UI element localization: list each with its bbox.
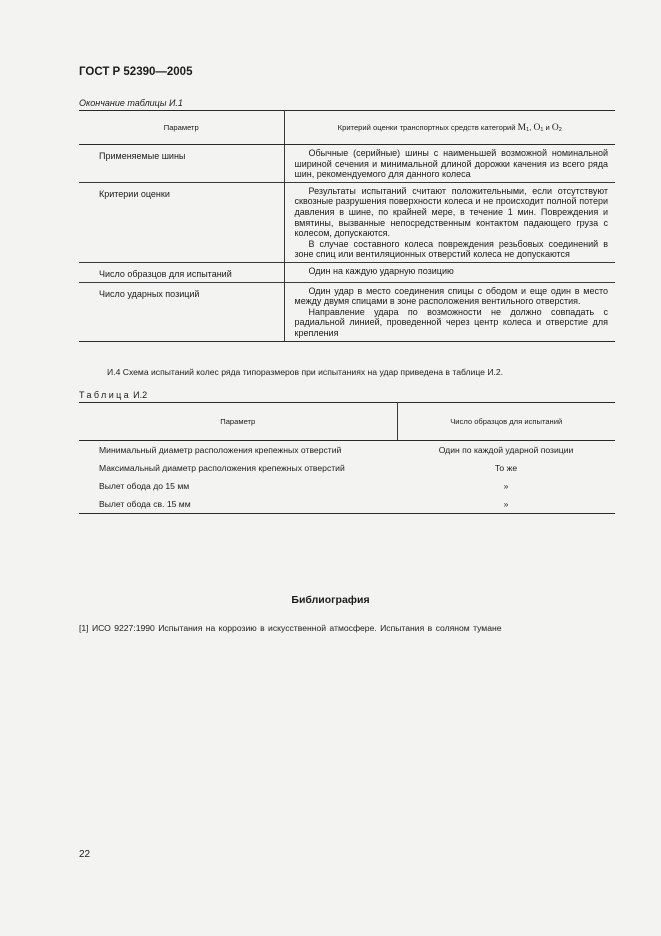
table1-col-criteria bbox=[284, 111, 615, 145]
table2-caption-word: Таблица bbox=[79, 390, 132, 400]
row-param: Вылет обода св. 15 мм bbox=[79, 495, 397, 514]
table-row bbox=[79, 282, 615, 341]
category-m-sub: 1 bbox=[526, 126, 530, 133]
row-criteria bbox=[284, 182, 615, 262]
row-param: Минимальный диаметр расположения крепежных отверстий bbox=[99, 445, 342, 455]
row-criteria bbox=[284, 145, 615, 183]
category-o2-sub: 2 bbox=[558, 126, 562, 133]
row-criteria-paragraph: Один на каждую ударную позицию bbox=[308, 265, 454, 276]
page-number: 22 bbox=[79, 849, 91, 860]
category-o1-sub: 1 bbox=[540, 126, 544, 133]
row-criteria-paragraph: Результаты испытаний считают положительными, если отсутствуют сквозные разрушения поверхности колеса и не происходит полной потери давления в шине, по крайней мере, в течение 1 мин. Повреждения и вмятины, вызванные непосредственным контактом падающего груза с колесом, допускаются. bbox=[294, 185, 608, 239]
category-o1: O bbox=[533, 122, 541, 133]
bibliography-entry: [1] ИСО 9227:1990 Испытания на коррозию в искусственной атмосфере. Испытания в соляном тумане bbox=[79, 623, 502, 633]
category-o2: O bbox=[551, 122, 559, 133]
table-row bbox=[79, 459, 615, 477]
table2-caption bbox=[79, 390, 147, 400]
table1-col-criteria-text: Критерий оценки транспортных средств категорий bbox=[337, 122, 516, 132]
table-row bbox=[79, 182, 615, 262]
row-criteria-paragraph: Один удар в место соединения спицы с ободом и еще один в место между двумя спицами в зоне расположения вентильного отверстия. bbox=[294, 285, 608, 307]
row-param: Максимальный диаметр расположения крепежных отверстий bbox=[99, 463, 345, 473]
category-m: M bbox=[517, 122, 527, 133]
row-criteria bbox=[284, 282, 615, 341]
table1-col-param: Параметр bbox=[79, 111, 284, 145]
category-sep: , bbox=[529, 122, 532, 132]
table1-header-row bbox=[79, 111, 615, 145]
row-value: То же bbox=[494, 463, 518, 473]
row-criteria-paragraph: Направление удара по возможности не должно совпадать с радиальной линией, проведенной через центр колеса и отверстие для крепления bbox=[294, 306, 608, 338]
clause-i4: И.4 Схема испытаний колес ряда типоразмеров при испытаниях на удар приведена в таблице И.2. bbox=[107, 367, 504, 377]
row-value: » bbox=[503, 481, 509, 491]
table2-caption-num: И.2 bbox=[133, 390, 148, 400]
row-value: Один по каждой ударной позиции bbox=[438, 445, 574, 455]
row-criteria-paragraph: Обычные (серийные) шины с наименьшей возможной номинальной шириной сечения и минимальной длиной дорожки качения из всего ряда шин, рекомендуемого для данного колеса bbox=[294, 148, 608, 180]
row-param: Критерии оценки bbox=[79, 182, 284, 262]
category-and: и bbox=[545, 122, 550, 132]
row-param: Применяемые шины bbox=[79, 145, 284, 183]
row-criteria-paragraph: В случае составного колеса повреждения резьбовых соединений в зоне спиц или вентиляционных отверстий колеса не допускаются bbox=[294, 238, 608, 260]
table-row bbox=[79, 262, 615, 282]
table2-col-param: Параметр bbox=[79, 403, 397, 441]
table1 bbox=[79, 110, 615, 342]
table-row bbox=[79, 145, 615, 183]
table2 bbox=[79, 402, 615, 514]
table-row bbox=[79, 495, 615, 514]
bibliography-title: Библиография bbox=[291, 594, 370, 606]
document-header: ГОСТ Р 52390—2005 bbox=[79, 66, 193, 78]
row-param: Число ударных позиций bbox=[79, 282, 284, 341]
row-value: » bbox=[397, 495, 615, 514]
table2-header-row bbox=[79, 403, 615, 441]
table2-col-count: Число образцов для испытаний bbox=[397, 403, 615, 441]
table-row bbox=[79, 477, 615, 495]
row-param: Вылет обода до 15 мм bbox=[99, 481, 190, 491]
row-param: Число образцов для испытаний bbox=[79, 262, 284, 282]
table-row bbox=[79, 441, 615, 460]
row-criteria bbox=[284, 262, 615, 282]
table1-caption: Окончание таблицы И.1 bbox=[79, 98, 183, 108]
